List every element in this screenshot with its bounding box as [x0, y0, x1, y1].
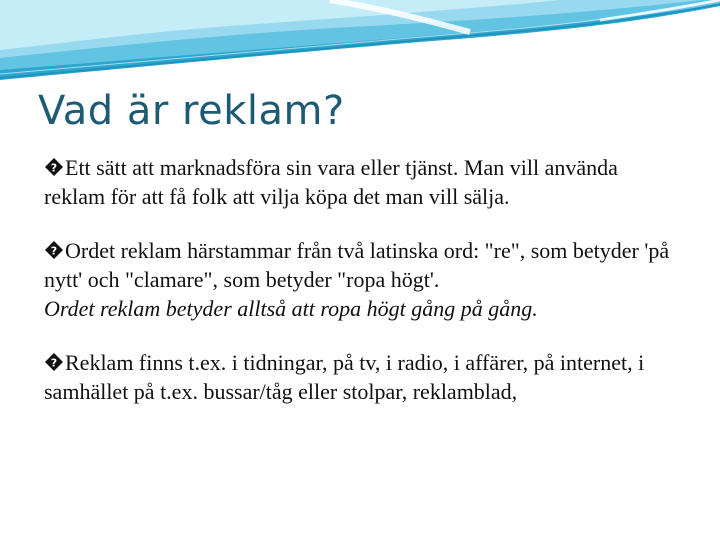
svg-text:?: ? [50, 356, 58, 370]
paragraph-continuation: Ordet reklam betyder alltså att ropa högt gång på gång. [44, 296, 538, 321]
bullet-paragraph [44, 236, 684, 294]
paragraph-text: Reklam finns t.ex. i tidningar, på tv, i radio, i affärer, på internet, i samhället på t.ex. bussar/tåg eller stolpar, reklamblad, [44, 350, 645, 404]
bullet-paragraph [44, 153, 684, 211]
paragraph-text: Ordet reklam härstammar från två latinska ord: "re", som betyder 'på nytt' och "clamare", som betyder "ropa högt'. [44, 238, 670, 292]
replacement-glyph-icon [44, 240, 64, 260]
slide-title: Vad är reklam? [38, 88, 345, 134]
replacement-glyph-icon [44, 352, 64, 372]
replacement-glyph-icon [44, 157, 64, 177]
header-wave-decoration [0, 0, 720, 90]
svg-text:?: ? [50, 244, 58, 258]
slide-body [44, 153, 684, 406]
bullet-paragraph [44, 348, 684, 406]
paragraph-text: Ett sätt att marknadsföra sin vara eller tjänst. Man vill använda reklam för att få folk att vilja köpa det man vill sälja. [44, 155, 618, 209]
svg-text:?: ? [50, 161, 58, 175]
